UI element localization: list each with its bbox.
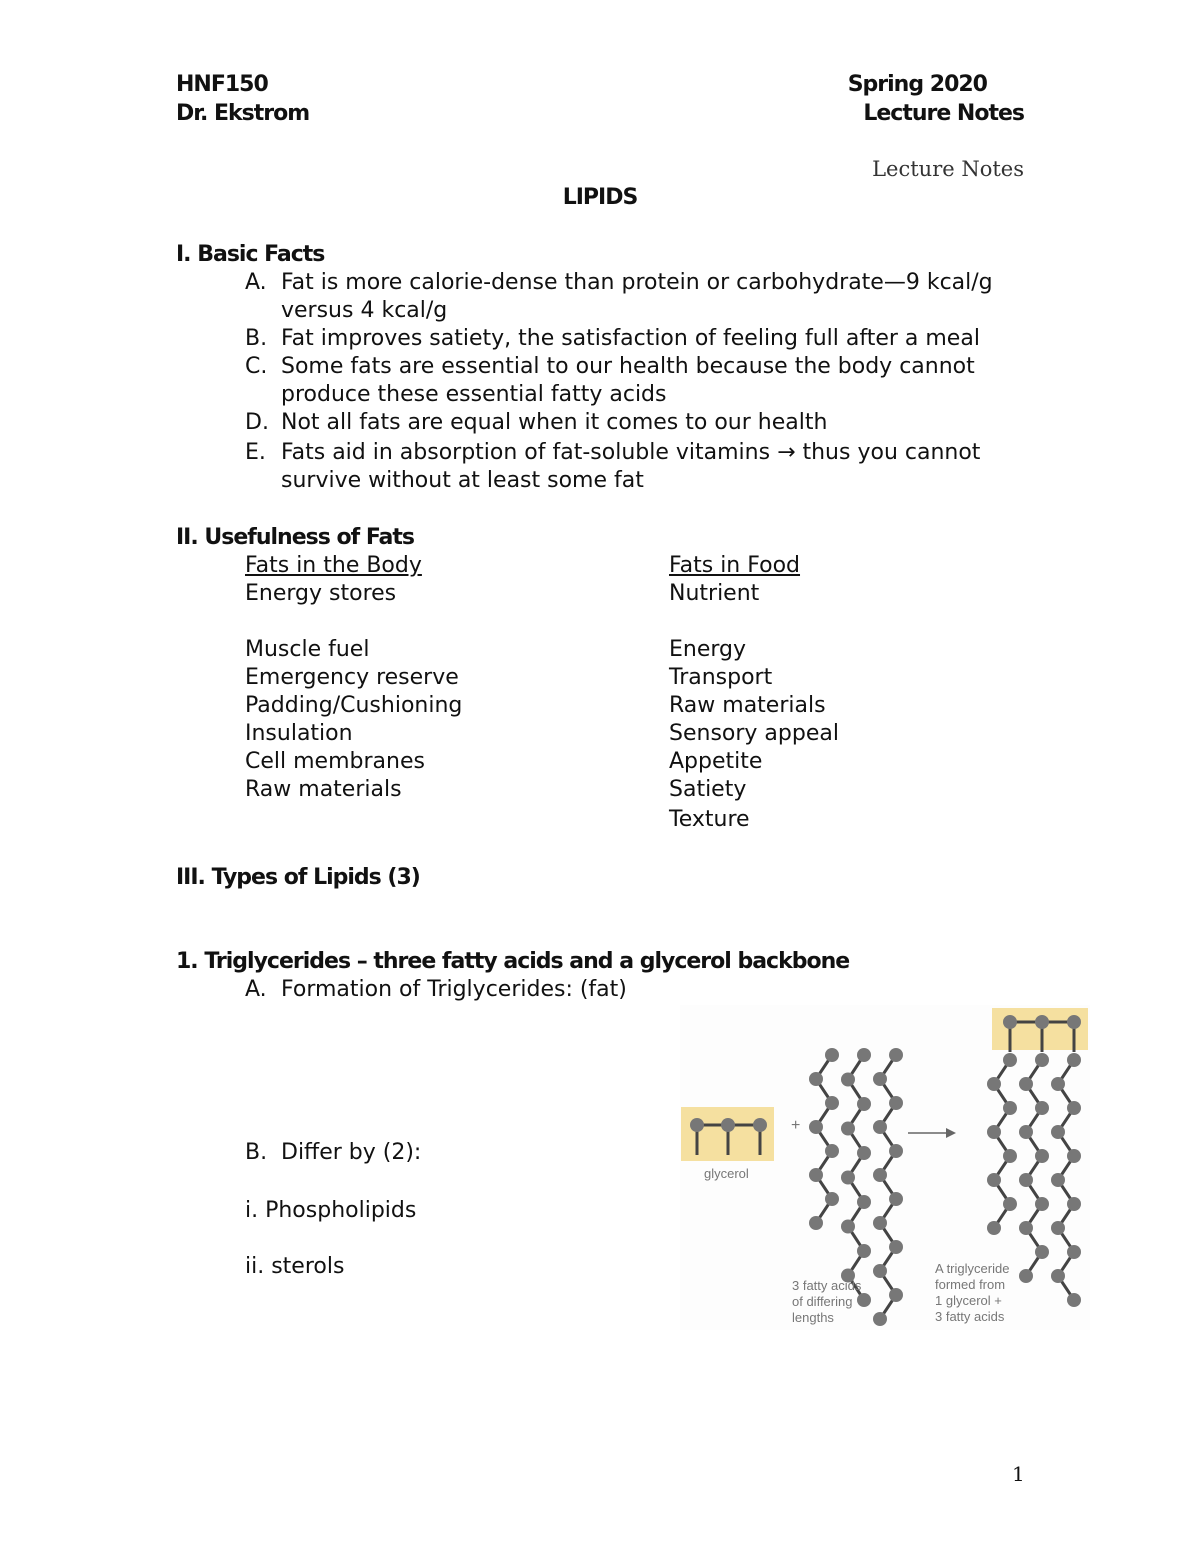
atom	[873, 1168, 887, 1182]
atom	[1019, 1173, 1033, 1187]
atom	[825, 1144, 839, 1158]
atom	[987, 1077, 1001, 1091]
atom	[841, 1122, 855, 1136]
atom	[889, 1240, 903, 1254]
body-item: Emergency reserve	[245, 665, 459, 690]
atom	[1051, 1221, 1065, 1235]
course-code: HNF150	[176, 72, 268, 97]
food-item: Energy	[669, 637, 747, 662]
atom	[987, 1221, 1001, 1235]
atom	[1067, 1293, 1081, 1307]
triglyceride-caption: A triglyceride formed from 1 glycerol + 3 fatty acids	[935, 1261, 1010, 1324]
glycerol-label: glycerol	[704, 1166, 749, 1181]
section-heading-types: III. Types of Lipids (3)	[176, 865, 420, 890]
triglyceride-formation-diagram	[680, 1005, 1090, 1330]
list-item-label: C.	[245, 354, 268, 379]
atom	[857, 1244, 871, 1258]
atom	[721, 1118, 735, 1132]
triglyceride-diagram-svg	[680, 1005, 1090, 1330]
atom	[1067, 1015, 1081, 1029]
list-item-text: Fats aid in absorption of fat-soluble vitamins → thus you cannot	[281, 440, 981, 465]
food-item: Appetite	[669, 749, 763, 774]
atom	[1035, 1197, 1049, 1211]
list-item-label: B.	[245, 326, 268, 351]
atom	[753, 1118, 767, 1132]
column-title-food: Fats in Food	[669, 553, 801, 578]
food-item: Sensory appeal	[669, 721, 839, 746]
page-title: LIPIDS	[562, 185, 638, 210]
atom	[987, 1125, 1001, 1139]
atom	[857, 1293, 871, 1307]
atom	[1003, 1197, 1017, 1211]
subtitle: Lecture Notes	[872, 157, 1024, 181]
atom	[1067, 1101, 1081, 1115]
plus-sign: +	[791, 1117, 801, 1134]
fatty-acids-caption: 3 fatty acids of differing lengths	[792, 1278, 862, 1325]
atom	[1051, 1077, 1065, 1091]
doc-type: Lecture Notes	[863, 101, 1024, 126]
atom	[1035, 1101, 1049, 1115]
atom	[873, 1216, 887, 1230]
list-item-text: survive without at least some fat	[281, 468, 644, 493]
atom	[889, 1144, 903, 1158]
instructor: Dr. Ekstrom	[176, 101, 310, 126]
atom	[825, 1192, 839, 1206]
atom	[889, 1288, 903, 1302]
body-item: Muscle fuel	[245, 637, 370, 662]
atom	[873, 1264, 887, 1278]
page-number: 1	[1012, 1462, 1025, 1486]
atom	[1019, 1269, 1033, 1283]
atom	[1019, 1077, 1033, 1091]
atom	[857, 1048, 871, 1062]
atom	[1035, 1053, 1049, 1067]
list-item-text: produce these essential fatty acids	[281, 382, 667, 407]
list-item-text: Fat improves satiety, the satisfaction of feeling full after a meal	[281, 326, 980, 351]
atom	[690, 1118, 704, 1132]
list-item-label: B.	[245, 1140, 268, 1165]
list-item-text: Not all fats are equal when it comes to our health	[281, 410, 828, 435]
atom	[1019, 1125, 1033, 1139]
atom	[809, 1120, 823, 1134]
atom	[841, 1171, 855, 1185]
list-item-text: Some fats are essential to our health because the body cannot	[281, 354, 975, 379]
atom	[1035, 1245, 1049, 1259]
term: Spring 2020	[847, 72, 987, 97]
atom	[889, 1096, 903, 1110]
food-item: Raw materials	[669, 693, 826, 718]
list-item-label: E.	[245, 440, 266, 465]
atom	[1067, 1149, 1081, 1163]
list-item-phospholipids: i. Phospholipids	[245, 1198, 417, 1223]
list-item-text: Fat is more calorie-dense than protein or carbohydrate—9 kcal/g	[281, 270, 993, 295]
body-item: Raw materials	[245, 777, 402, 802]
body-item: Padding/Cushioning	[245, 693, 463, 718]
atom	[825, 1048, 839, 1062]
food-item: Transport	[669, 665, 773, 690]
atom	[857, 1146, 871, 1160]
food-item: Texture	[669, 807, 750, 832]
atom	[987, 1173, 1001, 1187]
atom	[873, 1072, 887, 1086]
atom	[1035, 1149, 1049, 1163]
atom	[1003, 1101, 1017, 1115]
atom	[873, 1120, 887, 1134]
section-heading-usefulness: II. Usefulness of Fats	[176, 525, 415, 550]
food-item: Nutrient	[669, 581, 760, 606]
atom	[1003, 1015, 1017, 1029]
atom	[1003, 1053, 1017, 1067]
section-heading-basic-facts: I. Basic Facts	[176, 242, 325, 267]
atom	[841, 1220, 855, 1234]
atom	[809, 1216, 823, 1230]
food-item: Satiety	[669, 777, 747, 802]
atom	[889, 1192, 903, 1206]
atom	[809, 1168, 823, 1182]
atom	[809, 1072, 823, 1086]
atom	[825, 1096, 839, 1110]
atom	[1067, 1053, 1081, 1067]
list-item-text: Differ by (2):	[281, 1140, 422, 1165]
atom	[857, 1195, 871, 1209]
atom	[1035, 1015, 1049, 1029]
list-item-label: D.	[245, 410, 269, 435]
list-item-text: versus 4 kcal/g	[281, 298, 448, 323]
atom	[1067, 1197, 1081, 1211]
subsection-heading-triglycerides: 1. Triglycerides – three fatty acids and a glycerol backbone	[176, 949, 850, 974]
list-item-text: Formation of Triglycerides: (fat)	[281, 977, 627, 1002]
atom	[1003, 1149, 1017, 1163]
atom	[1051, 1173, 1065, 1187]
body-item: Energy stores	[245, 581, 397, 606]
atom	[841, 1073, 855, 1087]
atom	[1051, 1269, 1065, 1283]
atom	[873, 1312, 887, 1326]
atom	[1067, 1245, 1081, 1259]
body-item: Insulation	[245, 721, 353, 746]
body-item: Cell membranes	[245, 749, 425, 774]
column-title-body: Fats in the Body	[245, 553, 422, 578]
list-item-sterols: ii. sterols	[245, 1254, 345, 1279]
atom	[857, 1097, 871, 1111]
atom	[1051, 1125, 1065, 1139]
atom	[889, 1048, 903, 1062]
list-item-label: A.	[245, 270, 267, 295]
list-item-label: A.	[245, 977, 267, 1002]
atom	[1019, 1221, 1033, 1235]
